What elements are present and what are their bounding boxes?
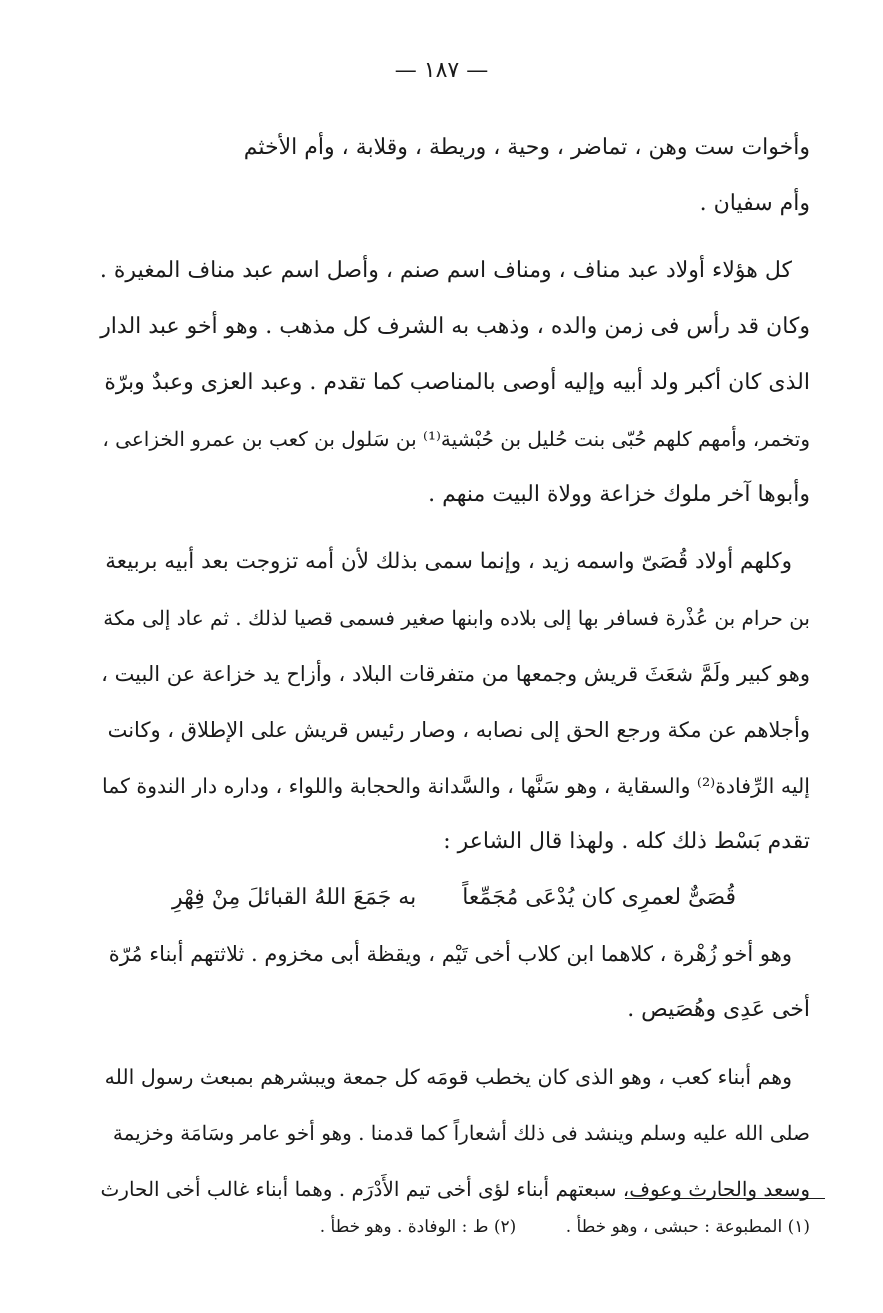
poem-verse xyxy=(98,870,810,926)
text-line: وكلهم أولاد قُصَىّ واسمه زيد ، وإنما سمى بذلك لأن أمه تزوجت بعد أبيه بربيعة xyxy=(105,549,792,574)
footnote-1: (١) المطبوعة : حبشى ، وهو خطأ . xyxy=(565,1217,810,1237)
page-number: — ١٨٧ — xyxy=(394,58,489,83)
text-line: الذى كان أكبر ولد أبيه وإليه أوصى بالمناصب كما تقدم . وعبد العزى وعبدٌ وبرّة xyxy=(104,370,810,395)
text-line: وأم سفيان . xyxy=(699,191,810,216)
text-line: تقدم بَسْط ذلك كله . ولهذا قال الشاعر : xyxy=(443,829,810,854)
text-line: وسعد والحارث وعوف، سبعتهم أبناء لؤى أخى تيم الأَدْرَم . وهما أبناء غالب أخى الحارث xyxy=(100,1177,810,1201)
main-text xyxy=(98,120,810,1217)
footnote-2: (٢) ط : الوفادة . وهو خطأ . xyxy=(319,1217,517,1237)
text-line: صلى الله عليه وسلم وينشد فى ذلك أشعاراً كما قدمنا . وهو أخو عامر وسَامَة وخزيمة xyxy=(112,1121,810,1145)
text-line: وتخمر، وأمهم كلهم حُبّى بنت حُليل بن حُبْشية⁽¹⁾ بن سَلول بن كعب بن عمرو الخزاعى ، xyxy=(102,427,810,451)
footnote-separator xyxy=(625,1198,825,1199)
paragraph-gap xyxy=(98,523,810,534)
verse-first-hemistich: قُصَىٌّ لعمرِى كان يُدْعَى مُجَمِّعاً xyxy=(462,885,736,910)
text-line: وهو كبير ولَمَّ شعَثَ قريش وجمعها من متفرقات البلاد ، وأزاح يد خزاعة عن البيت ، xyxy=(101,662,810,686)
text-line: وكان قد رأس فى زمن والده ، وذهب به الشرف كل مذهب . وهو أخو عبد الدار xyxy=(100,314,810,339)
verse-second-hemistich: به جَمَعَ اللهُ القبائلَ مِنْ فِهْرِ xyxy=(172,885,417,910)
text-line: إليه الرِّفادة⁽²⁾ والسقاية ، وهو سَنَّها ، والسَّدانة والحجابة واللواء ، وداره دار الندوة كما xyxy=(101,774,810,798)
paragraph-gap xyxy=(98,1038,810,1049)
text-line: أخى عَدِى وهُصَيص . xyxy=(627,997,810,1022)
text-line: وأبوها آخر ملوك خزاعة وولاة البيت منهم . xyxy=(428,482,810,507)
paragraph-gap xyxy=(98,232,810,243)
text-line: وهو أخو زُهْرة ، كلاهما ابن كلاب أخى تَيْم ، ويقظة أبى مخزوم . ثلاثتهم أبناء مُرّة xyxy=(108,942,792,966)
text-line: وهم أبناء كعب ، وهو الذى كان يخطب قومَه كل جمعة ويبشرهم بمبعث رسول الله xyxy=(104,1065,792,1089)
text-line: بن حرام بن عُذْرة فسافر بها إلى بلاده وابنها صغير فسمى قصيا لذلك . ثم عاد إلى مكة xyxy=(103,606,810,630)
text-line: وأخوات ست وهن ، تماضر ، وحية ، وريطة ، وقلابة ، وأم الأخثم xyxy=(243,135,810,160)
footnotes xyxy=(200,1212,810,1242)
text-line: كل هؤلاء أولاد عبد مناف ، ومناف اسم صنم ، وأصل اسم عبد مناف المغيرة . xyxy=(99,258,792,283)
text-line: وأجلاهم عن مكة ورجع الحق إلى نصابه ، وصار رئيس قريش على الإطلاق ، وكانت xyxy=(107,718,810,742)
verse-gap xyxy=(416,870,462,926)
